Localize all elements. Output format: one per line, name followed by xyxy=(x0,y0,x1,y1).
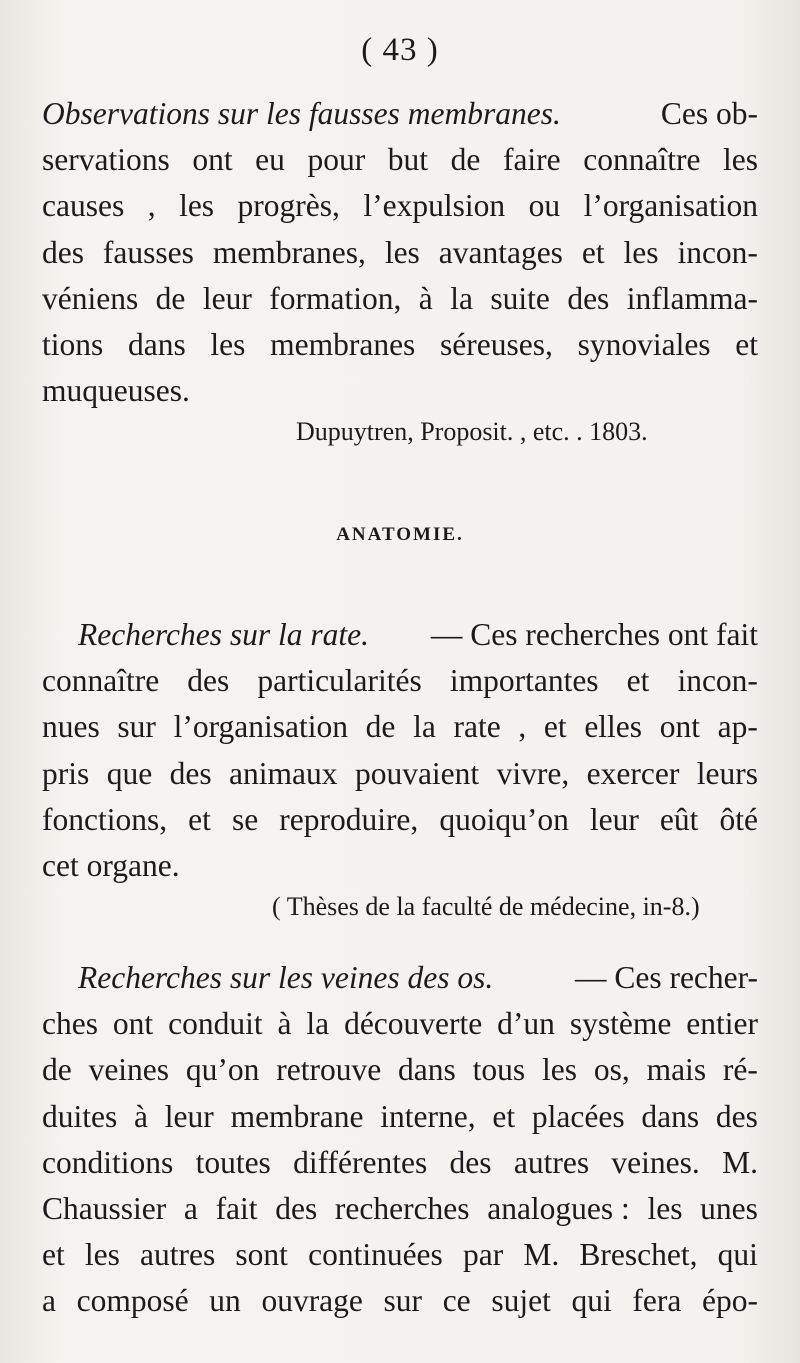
attribution: ( Thèses de la faculté de médecine, in-8.) xyxy=(272,892,700,921)
word: reproduire, xyxy=(279,801,419,837)
text-line xyxy=(42,843,758,889)
word: les xyxy=(723,142,758,178)
word: but xyxy=(387,142,429,178)
section-veines-os xyxy=(42,955,758,1325)
word: système xyxy=(569,1006,672,1042)
word: se xyxy=(231,801,259,837)
text-line xyxy=(42,276,758,322)
word: retrouve xyxy=(276,1052,382,1088)
word: les xyxy=(623,234,659,270)
word: les xyxy=(542,1052,577,1088)
word: sur xyxy=(117,709,156,745)
word: leur xyxy=(589,801,639,837)
word: importantes xyxy=(449,663,599,699)
text-line xyxy=(42,704,758,750)
word: les xyxy=(179,188,215,224)
section-title: Recherches sur les veines des os. xyxy=(78,960,494,995)
word: les xyxy=(210,326,246,362)
word: fonctions, xyxy=(42,801,168,837)
word: ap- xyxy=(717,709,758,745)
word: l’expulsion xyxy=(363,188,506,224)
word: cet organe. xyxy=(42,847,180,883)
word: nues xyxy=(42,709,100,745)
word: os, xyxy=(593,1052,630,1088)
word: eu xyxy=(255,142,285,178)
text-line xyxy=(42,1047,758,1093)
word: sont xyxy=(235,1237,288,1273)
word: fausses xyxy=(102,234,194,270)
word: entier xyxy=(686,1006,758,1042)
section-title: Observations sur les fausses membranes. xyxy=(42,96,561,131)
word: a xyxy=(183,1190,198,1226)
word: incon- xyxy=(677,663,758,699)
word: des xyxy=(567,280,610,316)
text-line xyxy=(42,1278,758,1324)
word: conditions xyxy=(42,1144,174,1180)
word: leurs xyxy=(696,755,758,791)
word: exercer xyxy=(586,755,680,791)
word: ont xyxy=(659,709,700,745)
word: des xyxy=(715,1098,758,1134)
word: pris xyxy=(42,755,90,791)
word: de xyxy=(450,142,481,178)
word: ré- xyxy=(722,1052,758,1088)
word: l’organisation xyxy=(173,709,348,745)
word: conduit xyxy=(168,1006,263,1042)
word: analogues : xyxy=(487,1190,630,1226)
word: ce xyxy=(442,1283,471,1319)
line-text: — Ces recher- xyxy=(574,960,758,995)
word: mais xyxy=(646,1052,707,1088)
word: animaux xyxy=(229,755,338,791)
word: ches xyxy=(42,1006,98,1042)
word: fera xyxy=(632,1283,682,1319)
text-line xyxy=(42,1001,758,1047)
text-line xyxy=(42,322,758,368)
word: , xyxy=(147,188,156,224)
text-line xyxy=(42,1232,758,1278)
word: connaître xyxy=(42,663,160,699)
word: séreuses, xyxy=(440,326,553,362)
word: et xyxy=(492,1098,516,1134)
word: placées xyxy=(531,1098,625,1134)
word: et xyxy=(188,801,211,837)
text-line xyxy=(42,797,758,843)
word: des xyxy=(187,663,230,699)
word: a xyxy=(42,1283,56,1319)
word: duites xyxy=(42,1098,118,1134)
word: fait xyxy=(215,1190,258,1226)
word: synoviales xyxy=(577,326,711,362)
word: véniens xyxy=(42,280,139,316)
word: et xyxy=(42,1237,65,1273)
word: et xyxy=(581,234,605,270)
word: qui xyxy=(571,1283,612,1319)
word: ont xyxy=(192,142,233,178)
word: inflamma- xyxy=(626,280,758,316)
word: dans xyxy=(398,1052,456,1088)
section-rate xyxy=(42,612,758,889)
word: autres xyxy=(140,1237,216,1273)
word: ont xyxy=(112,1006,154,1042)
word: membrane xyxy=(230,1098,364,1134)
word: ôté xyxy=(719,801,758,837)
text-line xyxy=(42,658,758,704)
text-line xyxy=(42,137,758,183)
text-line xyxy=(42,91,758,137)
page-number: ( 43 ) xyxy=(361,32,439,68)
word: dans xyxy=(127,326,186,362)
word: les xyxy=(647,1190,683,1226)
word: sur xyxy=(383,1283,423,1319)
word: la xyxy=(306,1006,330,1042)
word: des xyxy=(449,1144,492,1180)
word: un xyxy=(209,1283,241,1319)
word: pour xyxy=(307,142,366,178)
word: des xyxy=(169,755,212,791)
word: dans xyxy=(641,1098,700,1134)
word: unes xyxy=(700,1190,758,1226)
word: de xyxy=(155,280,186,316)
attribution: Dupuytren, Proposit. , etc. . 1803. xyxy=(296,417,648,446)
text-line xyxy=(42,230,758,276)
word: veines xyxy=(88,1052,170,1088)
word: la xyxy=(450,280,473,316)
text-line xyxy=(42,368,758,414)
word: causes xyxy=(42,188,125,224)
word: à xyxy=(134,1098,149,1134)
word: ouvrage xyxy=(261,1283,363,1319)
word: composé xyxy=(76,1283,189,1319)
word: Chaussier xyxy=(42,1190,167,1226)
word: veines. xyxy=(611,1144,700,1180)
word: ou xyxy=(528,188,561,224)
word: les xyxy=(384,234,420,270)
word: qu’on xyxy=(185,1052,260,1088)
word: muqueuses. xyxy=(42,373,190,409)
word: toutes xyxy=(195,1144,271,1180)
text-line xyxy=(42,612,758,658)
word: formation, xyxy=(269,280,402,316)
word: quoiqu’on xyxy=(439,801,569,837)
word: et xyxy=(543,709,567,745)
word: rate xyxy=(453,709,501,745)
word: interne, xyxy=(380,1098,476,1134)
word: à xyxy=(277,1006,292,1042)
word: découverte xyxy=(344,1006,483,1042)
word: progrès, xyxy=(237,188,340,224)
word: suite xyxy=(490,280,550,316)
text-line xyxy=(42,1140,758,1186)
word: par xyxy=(462,1237,504,1273)
word: sujet xyxy=(491,1283,551,1319)
text-line xyxy=(42,183,758,229)
section-fausses-membranes xyxy=(42,91,758,414)
word: membranes xyxy=(270,326,416,362)
text-line xyxy=(42,1094,758,1140)
section-heading: ANATOMIE. xyxy=(336,524,464,545)
word: des xyxy=(42,234,84,270)
word: continuées xyxy=(308,1237,443,1273)
word: que xyxy=(106,755,153,791)
word: les xyxy=(84,1237,120,1273)
word: la xyxy=(413,709,436,745)
word: de xyxy=(365,709,396,745)
word: , xyxy=(518,709,527,745)
word: leur xyxy=(202,280,252,316)
word: de xyxy=(42,1052,72,1088)
word: eût xyxy=(659,801,699,837)
word: tous xyxy=(472,1052,526,1088)
word: membranes, xyxy=(212,234,366,270)
text-line xyxy=(42,1186,758,1232)
word: tions xyxy=(42,326,104,362)
line-text: Ces ob- xyxy=(660,96,758,131)
section-title: Recherches sur la rate. xyxy=(78,617,370,652)
word: à xyxy=(418,280,433,316)
word: d’un xyxy=(497,1006,555,1042)
word: M. xyxy=(523,1237,560,1273)
word: recherches xyxy=(334,1190,470,1226)
word: et xyxy=(735,326,758,362)
line-text: — Ces recherches ont fait xyxy=(430,617,758,652)
word: des xyxy=(275,1190,318,1226)
word: M. xyxy=(722,1144,758,1180)
word: qui xyxy=(717,1237,758,1273)
word: elles xyxy=(584,709,643,745)
word: particularités xyxy=(257,663,422,699)
word: l’organisation xyxy=(583,188,758,224)
word: incon- xyxy=(677,234,758,270)
text-line xyxy=(42,955,758,1001)
word: épo- xyxy=(702,1283,758,1319)
word: connaître xyxy=(583,142,701,178)
word: faire xyxy=(502,142,561,178)
word: et xyxy=(626,663,650,699)
word: autres xyxy=(513,1144,590,1180)
word: pouvaient xyxy=(354,755,480,791)
word: leur xyxy=(164,1098,214,1134)
text-line xyxy=(42,751,758,797)
word: vivre, xyxy=(496,755,570,791)
word: avantages xyxy=(438,234,563,270)
word: différentes xyxy=(293,1144,428,1180)
word: Breschet, xyxy=(579,1237,698,1273)
word: servations xyxy=(42,142,170,178)
